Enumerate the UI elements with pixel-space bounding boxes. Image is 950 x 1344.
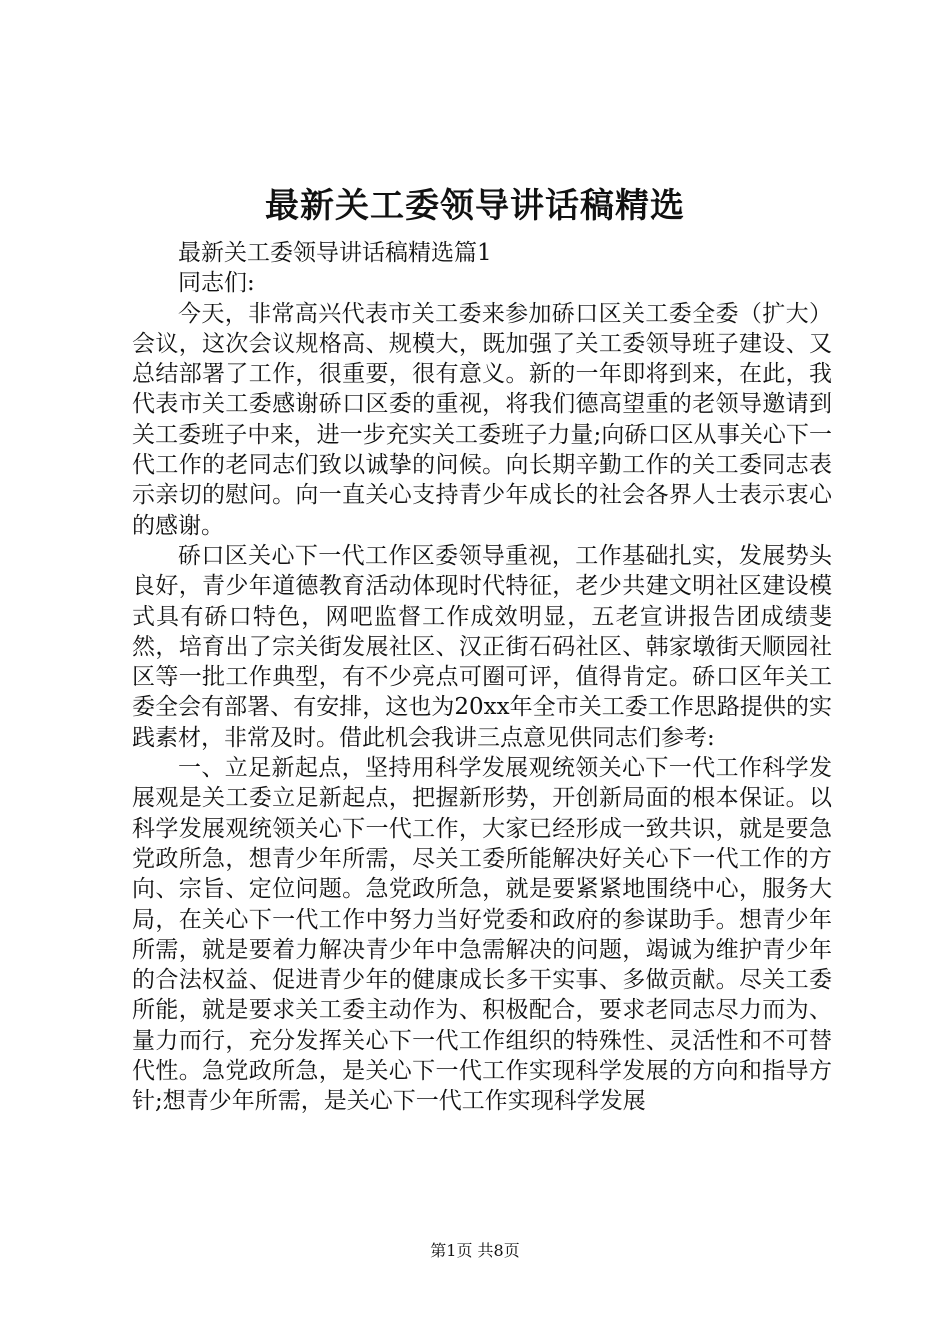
paragraph: 一、立足新起点，坚持用科学发展观统领关心下一代工作科学发展观是关工委立足新起点，把握新形势，开创新局面的根本保证。以科学发展观统领关心下一代工作，大家已经形成一致共识，就是要急党政所急，想青少年所需，尽关工委所能解决好关心下一代工作的方向、宗旨、定位问题。急党政所急，就是要紧紧地围绕中心，服务大局，在关心下一代工作中努力当好党委和政府的参谋助手。想青少年所需，就是要着力解决青少年中急需解决的问题，竭诚为维护青少年的合法权益、促进青少年的健康成长多干实事、多做贡献。尽关工委所能，就是要求关工委主动作为、积极配合，要求老同志尽力而为、量力而行，充分发挥关心下一代工作组织的特殊性、灵活性和不可替代性。急党政所急，是关心下一代工作实现科学发展的方向和指导方针;想青少年所需，是关心下一代工作实现科学发展 — [132, 755, 832, 1115]
page-footer: 第1页 共8页 — [430, 1241, 520, 1260]
document-body — [132, 238, 832, 1117]
section-heading: 最新关工委领导讲话稿精选篇1 — [178, 240, 492, 266]
document-title: 最新关工委领导讲话稿精选 — [265, 186, 685, 226]
paragraph: 硚口区关心下一代工作区委领导重视，工作基础扎实，发展势头良好，青少年道德教育活动体现时代特征，老少共建文明社区建设模式具有硚口特色，网吧监督工作成效明显，五老宣讲报告团成绩斐然，培育出了宗关街发展社区、汉正街石码社区、韩家墩街天顺园社区等一批工作典型，有不少亮点可圈可评，值得肯定。硚口区年关工委全会有部署、有安排，这也为20xx年全市关工委工作思路提供的实践素材，非常及时。借此机会我讲三点意见供同志们参考: — [132, 542, 832, 751]
paragraph: 今天，非常高兴代表市关工委来参加硚口区关工委全委（扩大）会议，这次会议规格高、规模大，既加强了关工委领导班子建设、又总结部署了工作，很重要，很有意义。新的一年即将到来，在此，我代表市关工委感谢硚口区委的重视，将我们德高望重的老领导邀请到关工委班子中来，进一步充实关工委班子力量;向硚口区从事关心下一代工作的老同志们致以诚挚的问候。向长期辛勤工作的关工委同志表示亲切的慰问。向一直关心支持青少年成长的社会各界人士表示衷心的感谢。 — [132, 300, 832, 539]
salutation: 同志们: — [178, 270, 255, 297]
